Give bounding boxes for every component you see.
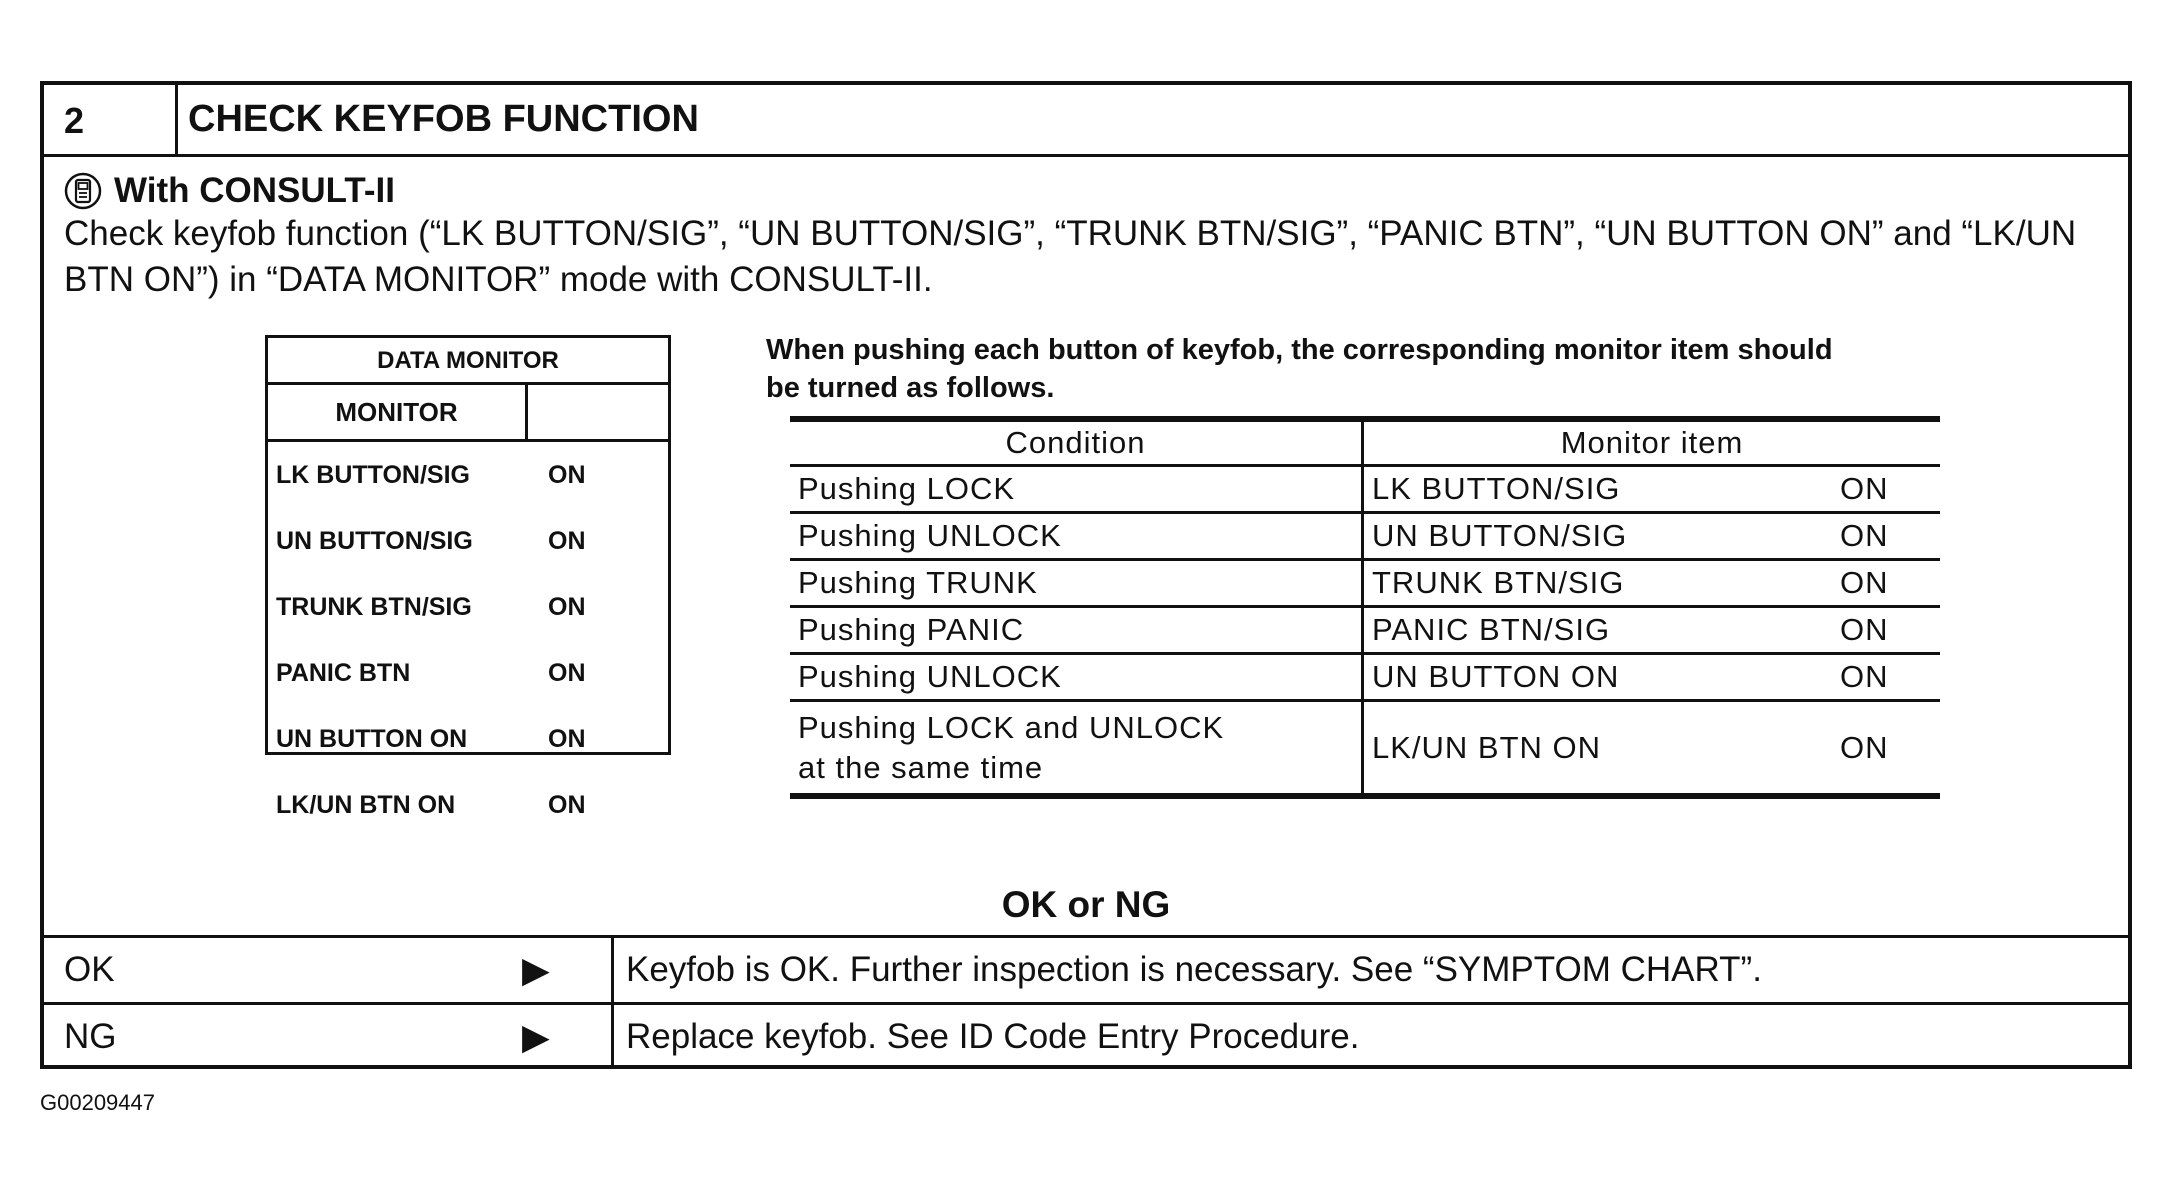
table-row	[790, 608, 1940, 655]
monitor-item-column-header: Monitor item	[1560, 425, 1744, 460]
step-title: CHECK KEYFOB FUNCTION	[188, 98, 699, 140]
figure-id: G00209447	[40, 1090, 155, 1115]
result-label: OK	[64, 950, 115, 989]
arrow-right-icon: ▶	[522, 949, 550, 990]
table-row	[790, 702, 1940, 793]
condition-cell: Pushing PANIC	[790, 608, 1364, 652]
monitor-item-value: ON	[548, 461, 586, 489]
consult-tool-icon	[64, 172, 102, 210]
data-monitor-column-header	[268, 385, 668, 442]
state-cell: ON	[1840, 612, 1889, 647]
data-monitor-box	[265, 335, 671, 819]
condition-cell	[790, 702, 1364, 793]
instruction-note: When pushing each button of keyfob, the corresponding monitor item should be turned as follows.	[766, 334, 1833, 404]
state-cell: ON	[1840, 471, 1889, 506]
result-row-ng	[44, 1002, 2128, 1069]
data-monitor-title: DATA MONITOR	[268, 338, 668, 385]
monitor-item-cell: PANIC BTN/SIG	[1372, 612, 1611, 647]
result-label: NG	[64, 1017, 117, 1056]
table-row	[790, 561, 1940, 608]
monitor-item-value: ON	[548, 527, 586, 555]
monitor-item-name: UN BUTTON/SIG	[276, 527, 473, 555]
data-monitor-row	[268, 706, 668, 772]
monitor-item-cell: UN BUTTON/SIG	[1372, 518, 1628, 553]
monitor-item-value: ON	[548, 791, 586, 819]
state-cell: ON	[1840, 565, 1889, 600]
table-row	[790, 467, 1940, 514]
monitor-item-cell: UN BUTTON ON	[1372, 659, 1620, 694]
condition-line: at the same time	[798, 749, 1044, 785]
procedure-frame	[40, 81, 2132, 1069]
condition-cell: Pushing LOCK	[790, 467, 1364, 511]
condition-table	[790, 416, 1940, 799]
consult-heading	[64, 169, 395, 213]
table-row	[790, 514, 1940, 561]
condition-cell: Pushing UNLOCK	[790, 514, 1364, 558]
monitor-item-name: LK/UN BTN ON	[276, 791, 456, 819]
monitor-item-cell: TRUNK BTN/SIG	[1372, 565, 1625, 600]
monitor-item-name: PANIC BTN	[276, 659, 411, 687]
consult-label: With CONSULT-II	[114, 171, 395, 210]
data-monitor-row	[268, 640, 668, 706]
monitor-item-cell: LK BUTTON/SIG	[1372, 471, 1621, 506]
condition-cell: Pushing UNLOCK	[790, 655, 1364, 699]
monitor-column-label: MONITOR	[268, 385, 528, 439]
step-number: 2	[44, 85, 178, 154]
state-cell: ON	[1840, 729, 1889, 765]
intro-text: Check keyfob function (“LK BUTTON/SIG”, “UN BUTTON/SIG”, “TRUNK BTN/SIG”, “PANIC BTN”, “UN BUTTON ON” and “LK/UN BTN ON”) in “DATA MONITOR” mode with CONSULT-II.	[64, 214, 2077, 299]
monitor-item-name: UN BUTTON ON	[276, 725, 468, 753]
result-text: Keyfob is OK. Further inspection is necessary. See “SYMPTOM CHART”.	[626, 950, 1762, 989]
monitor-item-name: LK BUTTON/SIG	[276, 461, 470, 489]
monitor-item-value: ON	[548, 659, 586, 687]
monitor-item-value: ON	[548, 593, 586, 621]
divider	[611, 1005, 614, 1069]
divider	[611, 938, 614, 1002]
data-monitor-rows	[268, 442, 668, 838]
state-cell: ON	[1840, 518, 1889, 553]
result-row-ok	[44, 935, 2128, 1002]
monitor-item-value: ON	[548, 725, 586, 753]
condition-column-header: Condition	[790, 422, 1364, 464]
result-heading: OK or NG	[1001, 884, 1171, 925]
arrow-right-icon: ▶	[522, 1016, 550, 1057]
data-monitor-row	[268, 772, 668, 838]
table-row	[790, 655, 1940, 702]
step-header	[44, 85, 2128, 157]
result-text: Replace keyfob. See ID Code Entry Procedure.	[626, 1017, 1360, 1056]
condition-cell: Pushing TRUNK	[790, 561, 1364, 605]
condition-table-header	[790, 422, 1940, 467]
data-monitor-row	[268, 508, 668, 574]
condition-line: Pushing LOCK and UNLOCK	[798, 709, 1225, 745]
data-monitor-row	[268, 574, 668, 640]
monitor-item-name: TRUNK BTN/SIG	[276, 593, 472, 621]
data-monitor-row	[268, 442, 668, 508]
monitor-item-cell: LK/UN BTN ON	[1372, 729, 1602, 765]
state-cell: ON	[1840, 659, 1889, 694]
